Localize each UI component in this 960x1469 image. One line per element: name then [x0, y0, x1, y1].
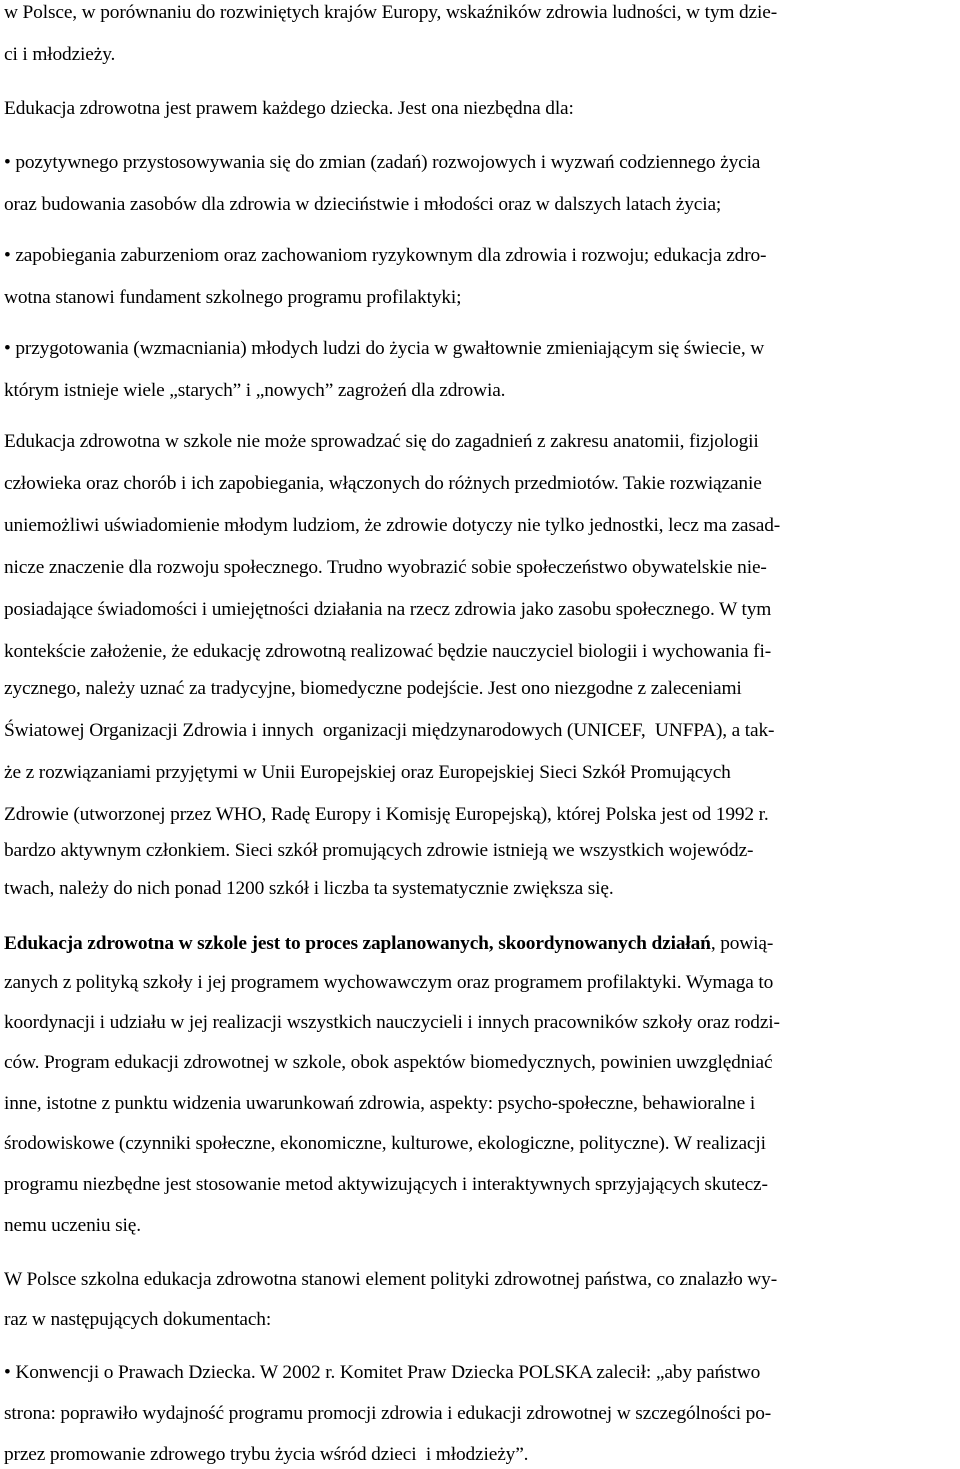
text-line: środowiskowe (czynniki społeczne, ekonomiczne, kulturowe, ekologiczne, polityczne). W realizacji [4, 1133, 766, 1154]
bold-definition: Edukacja zdrowotna w szkole jest to proces zaplanowanych, skoordynowanych działań [4, 933, 711, 954]
text-line: że z rozwiązaniami przyjętymi w Unii Europejskiej oraz Europejskiej Sieci Szkół Promujących [4, 762, 731, 783]
text-line: Zdrowie (utworzonej przez WHO, Radę Europy i Komisję Europejską), której Polska jest od 1992 r. [4, 804, 769, 825]
bullet-item: • pozytywnego przystosowywania się do zmian (zadań) rozwojowych i wyzwań codziennego życia [4, 152, 761, 173]
text-line: człowieka oraz chorób i ich zapobiegania, włączonych do różnych przedmiotów. Takie rozwiązanie [4, 473, 762, 494]
text-line: raz w następujących dokumentach: [4, 1309, 272, 1330]
text-line: programu niezbędne jest stosowanie metod aktywizujących i interaktywnych sprzyjających skutecz- [4, 1174, 768, 1195]
text-line: nicze znaczenie dla rozwoju społecznego. Trudno wyobrazić sobie społeczeństwo obywatelskie nie- [4, 557, 767, 578]
text-line: wotna stanowi fundament szkolnego programu profilaktyki; [4, 287, 462, 308]
text-line: kontekście założenie, że edukację zdrowotną realizować będzie nauczyciel biologii i wychowania fi- [4, 641, 772, 662]
text-line: uniemożliwi uświadomienie młodym ludziom, że zdrowie dotyczy nie tylko jednostki, lecz ma zasad- [4, 515, 781, 536]
text-line: zanych z polityką szkoły i jej programem wychowawczym oraz programem profilaktyki. Wymaga to [4, 972, 774, 993]
bullet-item: • zapobiegania zaburzeniom oraz zachowaniom ryzykownym dla zdrowia i rozwoju; edukacja zdro- [4, 245, 767, 266]
text-line: strona: poprawiło wydajność programu promocji zdrowia i edukacji zdrowotnej w szczególności po- [4, 1403, 772, 1424]
text-line: Edukacja zdrowotna w szkole jest to proces zaplanowanych, skoordynowanych działań, powią- [4, 933, 774, 954]
text-line: bardzo aktywnym członkiem. Sieci szkół promujących zdrowie istnieją we wszystkich wojewódz- [4, 840, 754, 861]
text-line: Światowej Organizacji Zdrowia i innych organizacji międzynarodowych (UNICEF, UNFPA), a tak- [4, 720, 775, 741]
text-line: ców. Program edukacji zdrowotnej w szkole, obok aspektów biomedycznych, powinien uwzględniać [4, 1052, 773, 1073]
text-line: w Polsce, w porównaniu do rozwiniętych krajów Europy, wskaźników zdrowia ludności, w tym dzie- [4, 2, 778, 23]
text-line: zycznego, należy uznać za tradycyjne, biomedyczne podejście. Jest ono niezgodne z zaleceniami [4, 678, 742, 699]
text-line: posiadające świadomości i umiejętności działania na rzecz zdrowia jako zasobu społecznego. W tym [4, 599, 772, 620]
text-line: W Polsce szkolna edukacja zdrowotna stanowi element polityki zdrowotnej państwa, co znalazło wy- [4, 1269, 778, 1290]
text-line: inne, istotne z punktu widzenia uwarunkowań zdrowia, aspekty: psycho-społeczne, behawioralne i [4, 1093, 756, 1114]
bullet-item: • przygotowania (wzmacniania) młodych ludzi do życia w gwałtownie zmieniającym się świecie, w [4, 338, 765, 359]
text-line: ci i młodzieży. [4, 44, 116, 65]
text-line: Edukacja zdrowotna w szkole nie może sprowadzać się do zagadnień z zakresu anatomii, fizjologii [4, 431, 759, 452]
text-line: koordynacji i udziału w jej realizacji wszystkich nauczycieli i innych pracowników szkoły oraz rodzi- [4, 1012, 780, 1033]
text-line: twach, należy do nich ponad 1200 szkół i liczba ta systematycznie zwiększa się. [4, 878, 614, 899]
text-line: Edukacja zdrowotna jest prawem każdego dziecka. Jest ona niezbędna dla: [4, 98, 574, 119]
text-line: oraz budowania zasobów dla zdrowia w dzieciństwie i młodości oraz w dalszych latach życia; [4, 194, 722, 215]
bullet-item: • Konwencji o Prawach Dziecka. W 2002 r. Komitet Praw Dziecka POLSKA zalecił: „aby państwo [4, 1362, 761, 1383]
text-line: przez promowanie zdrowego trybu życia wśród dzieci i młodzieży”. [4, 1444, 529, 1465]
text-line: nemu uczeniu się. [4, 1215, 141, 1236]
text-line: którym istnieje wiele „starych” i „nowych” zagrożeń dla zdrowia. [4, 380, 506, 401]
